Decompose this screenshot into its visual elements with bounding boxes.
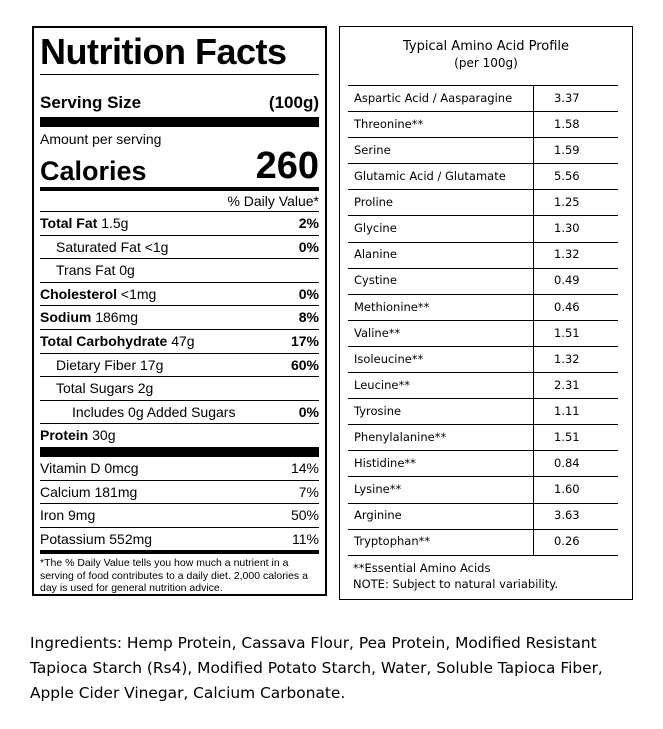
divider: [40, 74, 319, 75]
amino-acid-value: 1.11: [534, 399, 619, 425]
amino-acid-panel: [339, 26, 633, 600]
serving-size-label: Serving Size: [40, 93, 142, 112]
amino-acid-name: Glutamic Acid / Glutamate: [348, 164, 534, 190]
table-row: [348, 138, 618, 164]
amino-acid-value: 0.26: [534, 529, 619, 555]
nutrient-amount: 30g: [92, 427, 116, 444]
vitamin-row-vitamin-d: [40, 457, 319, 480]
amount-per-serving: Amount per serving: [40, 131, 162, 147]
nutrient-amount: 186mg: [95, 309, 139, 326]
nutrient-row-dietary-fiber: [40, 353, 319, 377]
vitamin-row-potassium: [40, 527, 319, 551]
nutrient-dv: 60%: [290, 356, 319, 373]
vitamin-label: Potassium 552mg: [40, 530, 153, 547]
amino-acid-value: 5.56: [534, 164, 619, 190]
vitamin-dv: 11%: [292, 530, 319, 547]
variability-note: NOTE: Subject to natural variability.: [353, 577, 559, 591]
daily-value-footnote: *The % Daily Value tells you how much a nutrient in a serving of food contributes to a daily diet. 2,000 calories a day is used for general nutrition advice.: [40, 557, 308, 595]
table-row: [348, 86, 618, 112]
table-row: [348, 216, 618, 242]
table-row: [348, 399, 618, 425]
nutrient-row-trans-fat: [40, 258, 319, 282]
amino-acid-value: 1.58: [534, 112, 619, 138]
nutrient-label: Trans Fat 0g: [56, 262, 135, 279]
nutrient-dv: 2%: [298, 215, 319, 231]
amino-acid-name: Valine**: [348, 320, 534, 346]
table-row: [348, 164, 618, 190]
amino-acid-name: Cystine: [348, 268, 534, 294]
nutrient-row-protein: [40, 423, 319, 447]
amino-acid-name: Arginine: [348, 503, 534, 529]
vitamin-label: Calcium 181mg: [40, 483, 138, 500]
table-row: [348, 320, 618, 346]
amino-acid-name: Aspartic Acid / Aasparagine: [348, 86, 534, 112]
divider-medium: [40, 550, 319, 554]
serving-size-row: [40, 93, 319, 117]
amino-acid-value: 3.63: [534, 503, 619, 529]
divider-thick: [40, 447, 319, 457]
amino-acid-name: Tryptophan**: [348, 529, 534, 555]
amino-acid-name: Glycine: [348, 216, 534, 242]
table-row: [348, 451, 618, 477]
nutrient-label: Dietary Fiber 17g: [56, 356, 164, 373]
nutrient-row-added-sugars: [40, 400, 319, 424]
nutrition-facts-panel: [32, 26, 327, 596]
nutrient-row-saturated-fat: [40, 235, 319, 259]
nutrient-row-sodium: [40, 305, 319, 329]
nutrient-amount: 47g: [171, 332, 195, 349]
amino-acid-value: 3.37: [534, 86, 619, 112]
nutrient-dv: 0%: [298, 238, 319, 255]
calories-value: 260: [255, 145, 319, 187]
nutrient-label: Saturated Fat <1g: [56, 238, 169, 255]
nutrient-row-cholesterol: [40, 282, 319, 306]
amino-acid-value: 1.51: [534, 425, 619, 451]
nutrient-label: Total Carbohydrate: [40, 332, 168, 349]
nutrient-label: Cholesterol: [40, 285, 118, 302]
amino-acid-name: Threonine**: [348, 112, 534, 138]
amino-acid-name: Lysine**: [348, 477, 534, 503]
amino-acid-value: 1.30: [534, 216, 619, 242]
vitamin-label: Iron 9mg: [40, 507, 96, 524]
vitamin-label: Vitamin D 0mcg: [40, 459, 139, 476]
amino-acid-value: 1.32: [534, 346, 619, 372]
table-row: [348, 425, 618, 451]
serving-size-value: (100g): [268, 93, 319, 112]
vitamin-dv: 14%: [290, 459, 319, 476]
amino-acid-value: 1.51: [534, 320, 619, 346]
nutrient-label: Total Sugars 2g: [56, 380, 154, 397]
table-row: [348, 503, 618, 529]
vitamin-dv: 7%: [298, 483, 319, 500]
table-row: [348, 242, 618, 268]
nutrient-dv: 0%: [298, 285, 319, 302]
amino-acid-name: Methionine**: [348, 294, 534, 320]
ingredients-text: Ingredients: Hemp Protein, Cassava Flour, Pea Protein, Modified Resistant Tapioca Starch (Rs4), Modified Potato Starch, Water, Soluble Tapioca Fiber, Apple Cider Vinegar, Calcium Carbonate.: [30, 634, 603, 702]
nutrient-dv: 8%: [298, 309, 319, 326]
vitamin-dv: 50%: [290, 507, 319, 524]
amino-acid-title: Typical Amino Acid Profile: [402, 39, 570, 54]
nutrient-dv: 0%: [298, 403, 319, 420]
divider-thick: [40, 117, 319, 127]
table-row: [348, 112, 618, 138]
nutrient-label: Total Fat: [40, 215, 98, 231]
table-row: [348, 268, 618, 294]
calories-row: [40, 147, 319, 187]
essential-note: **Essential Amino Acids: [353, 561, 491, 575]
vitamin-row-calcium: [40, 480, 319, 504]
amino-acid-name: Phenylalanine**: [348, 425, 534, 451]
amino-acid-value: 1.25: [534, 190, 619, 216]
nutrient-amount: 1.5g: [101, 215, 129, 231]
amino-acid-name: Histidine**: [348, 451, 534, 477]
table-row: [348, 190, 618, 216]
table-row: [348, 346, 618, 372]
amino-acid-subtitle: (per 100g): [454, 56, 518, 70]
nutrient-row-total-fat: [40, 211, 319, 235]
nutrient-row-total-carbohydrate: [40, 329, 319, 353]
nutrient-row-total-sugars: [40, 376, 319, 400]
amino-acid-value: 0.49: [534, 268, 619, 294]
nutrient-label: Includes 0g Added Sugars: [72, 403, 236, 420]
vitamin-row-iron: [40, 503, 319, 527]
amino-acid-table: [348, 85, 618, 556]
amino-acid-value: 0.84: [534, 451, 619, 477]
amino-acid-name: Proline: [348, 190, 534, 216]
amino-acid-value: 0.46: [534, 294, 619, 320]
amino-acid-value: 1.59: [534, 138, 619, 164]
amino-acid-value: 1.60: [534, 477, 619, 503]
daily-value-header: % Daily Value*: [227, 193, 319, 209]
amino-acid-value: 2.31: [534, 373, 619, 399]
amino-acid-value: 1.32: [534, 242, 619, 268]
amino-acid-notes: [353, 560, 558, 592]
amino-acid-name: Tyrosine: [348, 399, 534, 425]
nutrient-label: Sodium: [40, 309, 92, 326]
nutrition-facts-title: Nutrition Facts: [40, 31, 287, 72]
calories-label: Calories: [40, 156, 147, 186]
table-row: [348, 477, 618, 503]
nutrient-amount: <1mg: [120, 285, 157, 302]
amino-acid-name: Alanine: [348, 242, 534, 268]
table-row: [348, 529, 618, 555]
amino-acid-name: Leucine**: [348, 373, 534, 399]
amino-acid-name: Isoleucine**: [348, 346, 534, 372]
table-row: [348, 373, 618, 399]
table-row: [348, 294, 618, 320]
nutrient-dv: 17%: [290, 332, 319, 349]
nutrient-label: Protein: [40, 427, 89, 444]
amino-acid-name: Serine: [348, 138, 534, 164]
